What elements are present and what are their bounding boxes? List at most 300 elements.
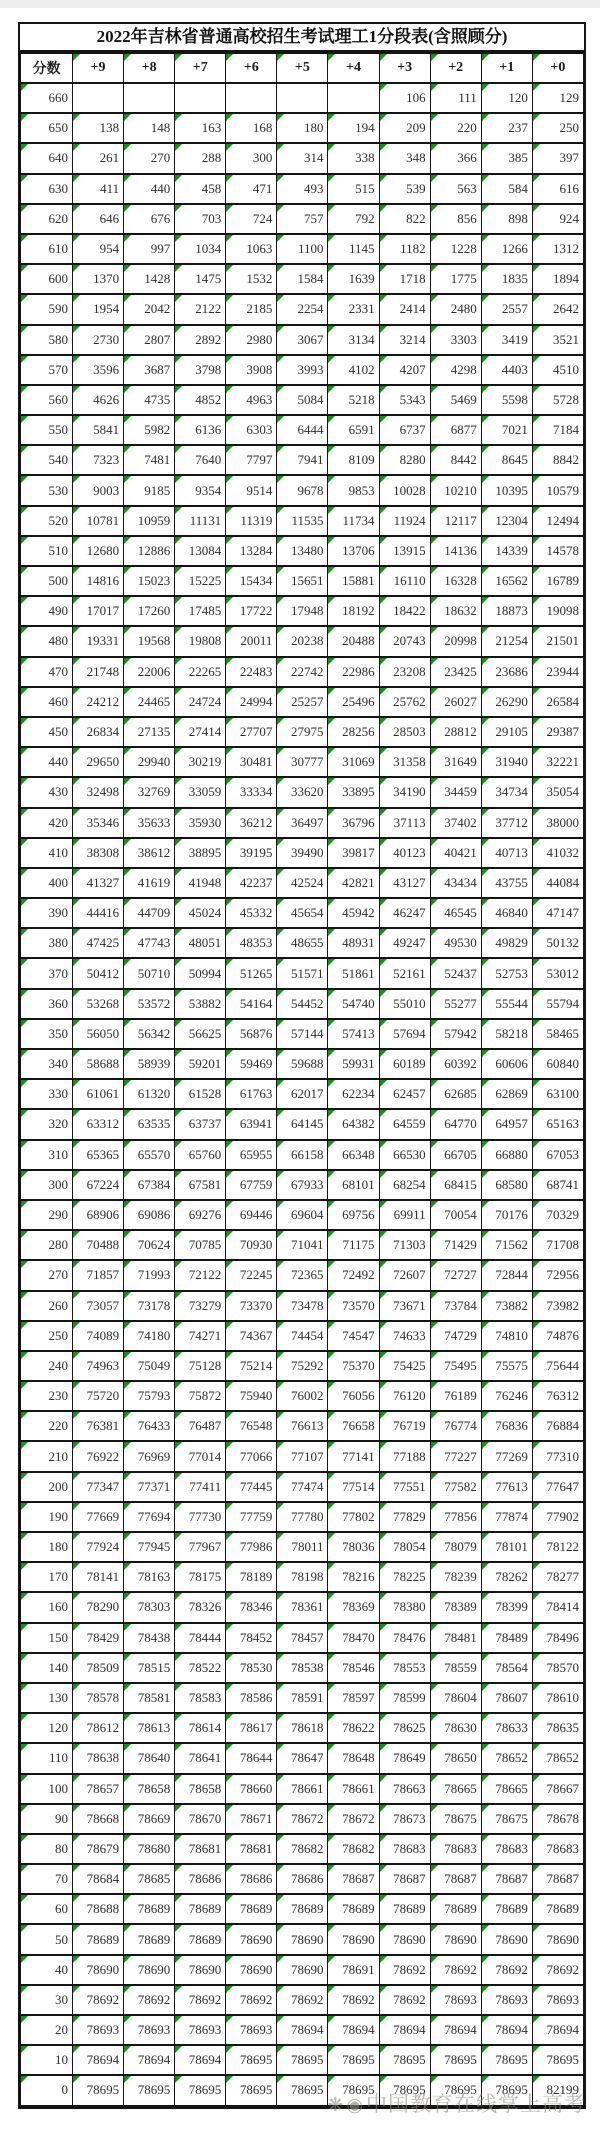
score-cell: 310 — [21, 1140, 73, 1170]
value-cell: 29105 — [481, 717, 532, 747]
value-cell: 67224 — [73, 1170, 124, 1200]
green-corner-marker-icon — [431, 869, 438, 876]
value-cell — [226, 83, 277, 113]
green-corner-marker-icon — [533, 1775, 540, 1782]
green-corner-marker-icon — [380, 1563, 387, 1570]
value-cell: 78692 — [277, 1985, 328, 2015]
green-corner-marker-icon — [277, 839, 284, 846]
value-cell: 1639 — [328, 264, 379, 294]
value-cell: 52753 — [481, 958, 532, 988]
table-row — [21, 1743, 584, 1773]
value-cell: 78438 — [124, 1623, 175, 1653]
green-corner-marker-icon — [277, 959, 284, 966]
value-cell: 5343 — [379, 385, 430, 415]
value-cell: 20488 — [328, 626, 379, 656]
green-corner-marker-icon — [21, 1261, 28, 1268]
value-cell: 73570 — [328, 1291, 379, 1321]
green-corner-marker-icon — [226, 1925, 233, 1932]
green-corner-marker-icon — [277, 899, 284, 906]
table-row — [21, 1562, 584, 1592]
green-corner-marker-icon — [482, 1503, 489, 1510]
green-corner-marker-icon — [21, 1352, 28, 1359]
value-cell: 261 — [73, 143, 124, 173]
green-corner-marker-icon — [380, 1593, 387, 1600]
table-row — [21, 506, 584, 536]
green-corner-marker-icon — [21, 929, 28, 936]
value-cell: 64382 — [328, 1109, 379, 1139]
value-cell: 70329 — [532, 1200, 583, 1230]
table-row — [21, 566, 584, 596]
table-row — [21, 1955, 584, 1985]
green-corner-marker-icon — [380, 507, 387, 514]
green-corner-marker-icon — [73, 959, 80, 966]
green-corner-marker-icon — [277, 1322, 284, 1329]
table-row — [21, 868, 584, 898]
green-corner-marker-icon — [431, 1412, 438, 1419]
value-cell: 23686 — [481, 657, 532, 687]
green-corner-marker-icon — [328, 1624, 335, 1631]
green-corner-marker-icon — [73, 1261, 80, 1268]
green-corner-marker-icon — [21, 1805, 28, 1812]
green-corner-marker-icon — [431, 778, 438, 785]
green-corner-marker-icon — [124, 175, 131, 182]
value-cell: 12304 — [481, 506, 532, 536]
value-cell: 1775 — [430, 264, 481, 294]
green-corner-marker-icon — [226, 597, 233, 604]
green-corner-marker-icon — [226, 1261, 233, 1268]
green-corner-marker-icon — [21, 1201, 28, 1208]
value-cell: 10028 — [379, 475, 430, 505]
value-cell: 77474 — [277, 1472, 328, 1502]
value-cell: 78668 — [73, 1804, 124, 1834]
green-corner-marker-icon — [431, 1171, 438, 1178]
green-corner-marker-icon — [124, 1775, 131, 1782]
value-cell: 4735 — [124, 385, 175, 415]
green-corner-marker-icon — [328, 2076, 335, 2083]
value-cell: 77759 — [226, 1502, 277, 1532]
green-corner-marker-icon — [431, 175, 438, 182]
value-cell: 77371 — [124, 1472, 175, 1502]
value-cell: 73982 — [532, 1291, 583, 1321]
green-corner-marker-icon — [21, 446, 28, 453]
value-cell: 57413 — [328, 1019, 379, 1049]
value-cell: 9678 — [277, 475, 328, 505]
value-cell: 77902 — [532, 1502, 583, 1532]
value-cell: 52437 — [430, 958, 481, 988]
value-cell: 77647 — [532, 1472, 583, 1502]
green-corner-marker-icon — [73, 416, 80, 423]
table-row — [21, 1291, 584, 1321]
green-corner-marker-icon — [328, 1352, 335, 1359]
value-cell: 5218 — [328, 385, 379, 415]
value-cell: 76613 — [277, 1411, 328, 1441]
green-corner-marker-icon — [380, 476, 387, 483]
value-cell: 54164 — [226, 989, 277, 1019]
green-corner-marker-icon — [73, 1865, 80, 1872]
value-cell: 56876 — [226, 1019, 277, 1049]
value-cell — [124, 83, 175, 113]
green-corner-marker-icon — [482, 1473, 489, 1480]
green-corner-marker-icon — [277, 1533, 284, 1540]
green-corner-marker-icon — [380, 1533, 387, 1540]
value-cell: 73370 — [226, 1291, 277, 1321]
value-cell: 3798 — [175, 355, 226, 385]
green-corner-marker-icon — [124, 295, 131, 302]
value-cell: 76719 — [379, 1411, 430, 1441]
green-corner-marker-icon — [73, 446, 80, 453]
value-cell: 75370 — [328, 1351, 379, 1381]
green-corner-marker-icon — [380, 1503, 387, 1510]
green-corner-marker-icon — [226, 869, 233, 876]
value-cell: 78692 — [379, 1985, 430, 2015]
value-cell: 78683 — [379, 1834, 430, 1864]
score-cell: 280 — [21, 1230, 73, 1260]
green-corner-marker-icon — [73, 1714, 80, 1721]
green-corner-marker-icon — [277, 597, 284, 604]
green-corner-marker-icon — [328, 899, 335, 906]
green-corner-marker-icon — [380, 356, 387, 363]
value-cell: 924 — [532, 204, 583, 234]
green-corner-marker-icon — [431, 718, 438, 725]
value-cell: 24724 — [175, 687, 226, 717]
green-corner-marker-icon — [380, 416, 387, 423]
value-cell: 563 — [430, 174, 481, 204]
value-cell: 26584 — [532, 687, 583, 717]
value-cell: 10395 — [481, 475, 532, 505]
value-cell: 78346 — [226, 1592, 277, 1622]
green-corner-marker-icon — [21, 748, 28, 755]
value-cell: 78667 — [532, 1774, 583, 1804]
green-corner-marker-icon — [226, 1956, 233, 1963]
green-corner-marker-icon — [533, 1684, 540, 1691]
score-cell: 360 — [21, 989, 73, 1019]
green-corner-marker-icon — [431, 205, 438, 212]
green-corner-marker-icon — [482, 1744, 489, 1751]
green-corner-marker-icon — [431, 1231, 438, 1238]
score-cell: 180 — [21, 1532, 73, 1562]
value-cell: 2185 — [226, 294, 277, 324]
green-corner-marker-icon — [73, 507, 80, 514]
value-cell: 78689 — [226, 1894, 277, 1924]
value-cell: 46247 — [379, 898, 430, 928]
value-cell: 45332 — [226, 898, 277, 928]
value-cell: 30481 — [226, 747, 277, 777]
green-corner-marker-icon — [482, 899, 489, 906]
green-corner-marker-icon — [21, 718, 28, 725]
table-row — [21, 1592, 584, 1622]
value-cell: 44709 — [124, 898, 175, 928]
green-corner-marker-icon — [21, 1050, 28, 1057]
value-cell: 14136 — [430, 536, 481, 566]
value-cell: 19568 — [124, 626, 175, 656]
green-corner-marker-icon — [21, 1141, 28, 1148]
value-cell: 27414 — [175, 717, 226, 747]
green-corner-marker-icon — [124, 1141, 131, 1148]
green-corner-marker-icon — [482, 869, 489, 876]
value-cell: 78680 — [124, 1834, 175, 1864]
value-cell: 31358 — [379, 747, 430, 777]
value-cell: 78216 — [328, 1562, 379, 1592]
green-corner-marker-icon — [533, 84, 540, 91]
value-cell: 78695 — [124, 2075, 175, 2105]
green-corner-marker-icon — [328, 1322, 335, 1329]
value-cell: 78686 — [226, 1864, 277, 1894]
green-corner-marker-icon — [124, 929, 131, 936]
green-corner-marker-icon — [277, 446, 284, 453]
green-corner-marker-icon — [124, 1563, 131, 1570]
green-corner-marker-icon — [175, 1835, 182, 1842]
green-corner-marker-icon — [226, 1775, 233, 1782]
green-corner-marker-icon — [277, 386, 284, 393]
table-row — [21, 717, 584, 747]
green-corner-marker-icon — [328, 929, 335, 936]
green-corner-marker-icon — [124, 1171, 131, 1178]
value-cell: 1475 — [175, 264, 226, 294]
green-corner-marker-icon — [124, 1593, 131, 1600]
value-cell: 49829 — [481, 928, 532, 958]
green-corner-marker-icon — [277, 1261, 284, 1268]
value-cell: 78693 — [430, 1985, 481, 2015]
value-cell: 37402 — [430, 808, 481, 838]
green-corner-marker-icon — [431, 295, 438, 302]
green-corner-marker-icon — [380, 1895, 387, 1902]
green-corner-marker-icon — [380, 175, 387, 182]
green-corner-marker-icon — [533, 929, 540, 936]
value-cell: 78689 — [73, 1924, 124, 1954]
green-corner-marker-icon — [226, 416, 233, 423]
green-corner-marker-icon — [73, 1895, 80, 1902]
green-corner-marker-icon — [73, 567, 80, 574]
green-corner-marker-icon — [431, 1050, 438, 1057]
green-corner-marker-icon — [277, 1805, 284, 1812]
green-corner-marker-icon — [482, 1322, 489, 1329]
green-corner-marker-icon — [431, 507, 438, 514]
table-row — [21, 355, 584, 385]
green-corner-marker-icon — [482, 1261, 489, 1268]
value-cell: 78693 — [73, 2015, 124, 2045]
green-corner-marker-icon — [328, 1714, 335, 1721]
value-cell: 31069 — [328, 747, 379, 777]
value-cell: 9185 — [124, 475, 175, 505]
table-row — [21, 1472, 584, 1502]
value-cell: 78689 — [379, 1894, 430, 1924]
score-cell: 20 — [21, 2015, 73, 2045]
value-cell: 27707 — [226, 717, 277, 747]
green-corner-marker-icon — [328, 1865, 335, 1872]
green-corner-marker-icon — [277, 1080, 284, 1087]
green-corner-marker-icon — [73, 54, 80, 61]
value-cell: 2892 — [175, 325, 226, 355]
value-cell: 55277 — [430, 989, 481, 1019]
green-corner-marker-icon — [328, 597, 335, 604]
value-cell: 78682 — [277, 1834, 328, 1864]
green-corner-marker-icon — [226, 688, 233, 695]
green-corner-marker-icon — [328, 476, 335, 483]
value-cell: 65955 — [226, 1140, 277, 1170]
value-cell: 74180 — [124, 1321, 175, 1351]
value-cell: 71303 — [379, 1230, 430, 1260]
value-cell: 77107 — [277, 1441, 328, 1471]
score-cell: 620 — [21, 204, 73, 234]
value-cell: 31649 — [430, 747, 481, 777]
table-row — [21, 1019, 584, 1049]
table-row — [21, 294, 584, 324]
value-cell: 78690 — [226, 1955, 277, 1985]
score-cell: 570 — [21, 355, 73, 385]
value-cell: 78695 — [430, 2075, 481, 2105]
value-cell: 33620 — [277, 777, 328, 807]
value-cell: 53572 — [124, 989, 175, 1019]
green-corner-marker-icon — [226, 356, 233, 363]
green-corner-marker-icon — [21, 84, 28, 91]
green-corner-marker-icon — [21, 658, 28, 665]
green-corner-marker-icon — [226, 1563, 233, 1570]
green-corner-marker-icon — [431, 1382, 438, 1389]
green-corner-marker-icon — [431, 597, 438, 604]
green-corner-marker-icon — [226, 1805, 233, 1812]
value-cell: 78692 — [73, 1985, 124, 2015]
value-cell: 78481 — [430, 1623, 481, 1653]
value-cell: 78277 — [532, 1562, 583, 1592]
value-cell: 69086 — [124, 1200, 175, 1230]
value-cell: 70624 — [124, 1230, 175, 1260]
green-corner-marker-icon — [175, 1020, 182, 1027]
value-cell: 1532 — [226, 264, 277, 294]
green-corner-marker-icon — [277, 1171, 284, 1178]
score-cell: 440 — [21, 747, 73, 777]
value-cell: 58688 — [73, 1049, 124, 1079]
value-cell: 74810 — [481, 1321, 532, 1351]
green-corner-marker-icon — [175, 597, 182, 604]
value-cell: 28503 — [379, 717, 430, 747]
green-corner-marker-icon — [226, 175, 233, 182]
value-cell: 493 — [277, 174, 328, 204]
green-corner-marker-icon — [21, 1171, 28, 1178]
green-corner-marker-icon — [533, 1322, 540, 1329]
value-cell: 2557 — [481, 294, 532, 324]
green-corner-marker-icon — [175, 1624, 182, 1631]
value-cell: 77347 — [73, 1472, 124, 1502]
green-corner-marker-icon — [431, 1020, 438, 1027]
green-corner-marker-icon — [21, 1624, 28, 1631]
green-corner-marker-icon — [431, 537, 438, 544]
value-cell: 1835 — [481, 264, 532, 294]
value-cell: 25496 — [328, 687, 379, 717]
value-cell: 77188 — [379, 1441, 430, 1471]
green-corner-marker-icon — [226, 959, 233, 966]
value-cell: 78175 — [175, 1562, 226, 1592]
value-cell: 78581 — [124, 1683, 175, 1713]
green-corner-marker-icon — [73, 175, 80, 182]
value-cell: 77551 — [379, 1472, 430, 1502]
value-cell: 33059 — [175, 777, 226, 807]
value-cell: 78661 — [277, 1774, 328, 1804]
green-corner-marker-icon — [328, 416, 335, 423]
green-corner-marker-icon — [175, 959, 182, 966]
green-corner-marker-icon — [21, 114, 28, 121]
green-corner-marker-icon — [380, 1322, 387, 1329]
value-cell: 4298 — [430, 355, 481, 385]
green-corner-marker-icon — [328, 1442, 335, 1449]
value-cell: 73882 — [481, 1291, 532, 1321]
value-cell: 74963 — [73, 1351, 124, 1381]
value-cell: 62457 — [379, 1079, 430, 1109]
value-cell: 78694 — [175, 2045, 226, 2075]
green-corner-marker-icon — [328, 688, 335, 695]
green-corner-marker-icon — [277, 205, 284, 212]
green-corner-marker-icon — [175, 1442, 182, 1449]
green-corner-marker-icon — [482, 175, 489, 182]
green-corner-marker-icon — [482, 1171, 489, 1178]
value-cell: 47147 — [532, 898, 583, 928]
value-cell: 78682 — [328, 1834, 379, 1864]
value-cell: 78692 — [379, 1955, 430, 1985]
value-cell: 78694 — [481, 2015, 532, 2045]
green-corner-marker-icon — [21, 507, 28, 514]
green-corner-marker-icon — [482, 1624, 489, 1631]
value-cell: 43434 — [430, 868, 481, 898]
green-corner-marker-icon — [226, 1412, 233, 1419]
green-corner-marker-icon — [431, 1593, 438, 1600]
value-cell: 78690 — [532, 1924, 583, 1954]
green-corner-marker-icon — [533, 1080, 540, 1087]
green-corner-marker-icon — [21, 205, 28, 212]
table-row — [21, 2045, 584, 2075]
value-cell: 38612 — [124, 838, 175, 868]
bonus-column-header: +4 — [328, 53, 379, 83]
value-cell: 10781 — [73, 506, 124, 536]
green-corner-marker-icon — [124, 1080, 131, 1087]
table-row — [21, 204, 584, 234]
green-corner-marker-icon — [175, 809, 182, 816]
green-corner-marker-icon — [482, 1684, 489, 1691]
value-cell: 411 — [73, 174, 124, 204]
value-cell: 55794 — [532, 989, 583, 1019]
green-corner-marker-icon — [226, 54, 233, 61]
value-cell: 2122 — [175, 294, 226, 324]
green-corner-marker-icon — [328, 2046, 335, 2053]
value-cell: 78429 — [73, 1623, 124, 1653]
green-corner-marker-icon — [328, 1986, 335, 1993]
table-row — [21, 1894, 584, 1924]
value-cell: 68254 — [379, 1170, 430, 1200]
value-cell: 78141 — [73, 1562, 124, 1592]
value-cell: 78011 — [277, 1532, 328, 1562]
green-corner-marker-icon — [380, 658, 387, 665]
value-cell: 78693 — [532, 1985, 583, 2015]
value-cell: 56342 — [124, 1019, 175, 1049]
watermark — [327, 2088, 586, 2118]
value-cell: 70930 — [226, 1230, 277, 1260]
green-corner-marker-icon — [21, 1835, 28, 1842]
green-corner-marker-icon — [533, 1261, 540, 1268]
value-cell: 43127 — [379, 868, 430, 898]
green-corner-marker-icon — [21, 1865, 28, 1872]
value-cell: 77669 — [73, 1502, 124, 1532]
green-corner-marker-icon — [328, 567, 335, 574]
green-corner-marker-icon — [380, 1805, 387, 1812]
value-cell: 75940 — [226, 1381, 277, 1411]
green-corner-marker-icon — [124, 1805, 131, 1812]
value-cell: 78690 — [226, 1924, 277, 1954]
score-cell: 50 — [21, 1924, 73, 1954]
value-cell: 22742 — [277, 657, 328, 687]
value-cell: 7797 — [226, 445, 277, 475]
value-cell: 9003 — [73, 475, 124, 505]
green-corner-marker-icon — [277, 1231, 284, 1238]
score-cell: 490 — [21, 596, 73, 626]
value-cell: 21748 — [73, 657, 124, 687]
